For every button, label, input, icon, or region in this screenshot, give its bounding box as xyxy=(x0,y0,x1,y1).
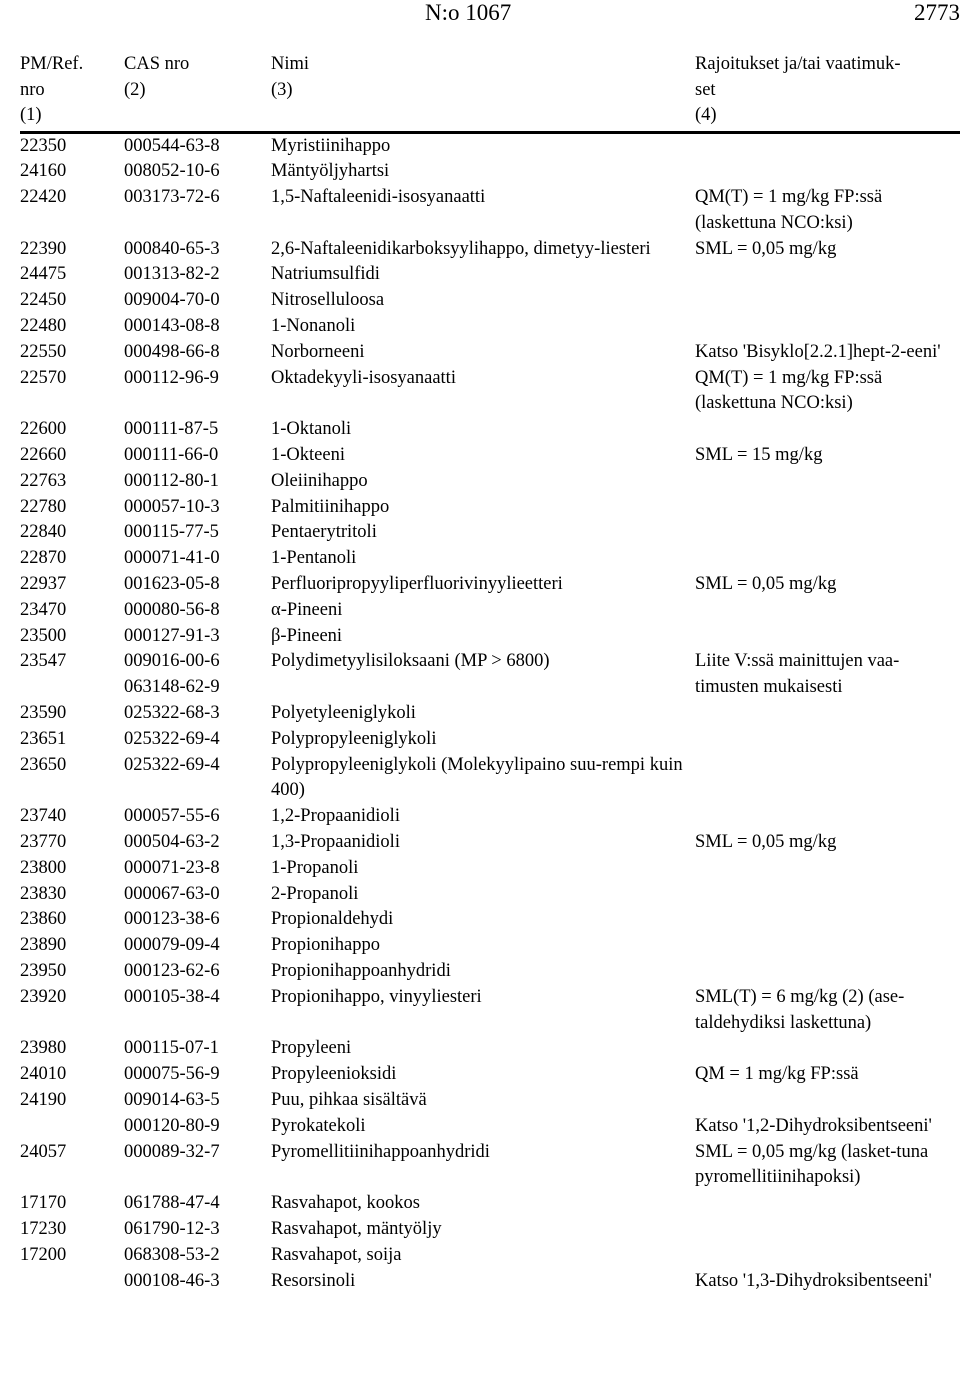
restriction-cell: Liite V:ssä mainittujen vaa-timusten mukaisesti xyxy=(695,651,900,698)
table-row xyxy=(20,753,960,805)
restriction-cell: SML = 15 mg/kg xyxy=(695,445,823,466)
table-row xyxy=(20,933,960,959)
pm-ref-cell: 17170 xyxy=(20,1193,67,1214)
cas-cell: 003173-72-6 xyxy=(124,187,220,208)
name-cell: 1-Pentanoli xyxy=(271,548,357,569)
name-cell: β-Pineeni xyxy=(271,625,343,646)
restriction-cell xyxy=(695,546,960,572)
cas-cell: 000071-41-0 xyxy=(124,548,220,569)
pm-ref-cell: 24475 xyxy=(20,264,67,285)
table-row xyxy=(20,1062,960,1088)
cas-cell: 061790-12-3 xyxy=(124,1218,220,1239)
pm-ref-cell: 23650 xyxy=(20,754,67,775)
cas-cell: 009014-63-5 xyxy=(124,1089,220,1110)
table-row xyxy=(20,237,960,263)
table-row xyxy=(20,495,960,521)
restriction-cell: SML(T) = 6 mg/kg (2) (ase-taldehydiksi laskettuna) xyxy=(695,986,905,1033)
name-cell: Polypropyleeniglykoli (Molekyylipaino suu-rempi kuin 400) xyxy=(271,754,683,801)
substance-table xyxy=(20,52,960,1294)
cas-cell: 000120-80-9 xyxy=(124,1115,220,1136)
pm-ref-cell: 23500 xyxy=(20,625,67,646)
cas-cell: 068308-53-2 xyxy=(124,1244,220,1265)
restriction-cell xyxy=(695,753,960,805)
name-cell: Pyromellitiinihappoanhydridi xyxy=(271,1141,490,1162)
pm-ref-cell: 23890 xyxy=(20,935,67,956)
pm-ref-cell: 23770 xyxy=(20,832,67,853)
cas-cell: 000504-63-2 xyxy=(124,832,220,853)
table-row xyxy=(20,1191,960,1217)
pm-ref-cell: 23470 xyxy=(20,599,67,620)
pm-ref-cell: 22570 xyxy=(20,367,67,388)
restriction-cell xyxy=(695,907,960,933)
cas-cell: 025322-69-4 xyxy=(124,728,220,749)
table-row xyxy=(20,520,960,546)
table-row xyxy=(20,159,960,185)
restriction-cell xyxy=(695,1243,960,1269)
table-row xyxy=(20,1243,960,1269)
name-cell: 1,5-Naftaleenidi-isosyanaatti xyxy=(271,187,486,208)
cas-cell: 025322-68-3 xyxy=(124,703,220,724)
restriction-cell xyxy=(695,159,960,185)
column-header-cas: CAS nro (2) xyxy=(124,52,271,132)
name-cell: Propyleeni xyxy=(271,1038,352,1059)
pm-ref-cell: 22480 xyxy=(20,316,67,337)
table-header-row xyxy=(20,52,960,132)
pm-ref-cell: 24190 xyxy=(20,1089,67,1110)
table-row xyxy=(20,701,960,727)
cas-cell: 000123-38-6 xyxy=(124,909,220,930)
table-row xyxy=(20,1114,960,1140)
table-row xyxy=(20,649,960,701)
restriction-cell xyxy=(695,520,960,546)
table-row xyxy=(20,830,960,856)
table-row xyxy=(20,1217,960,1243)
cas-cell: 000544-63-8 xyxy=(124,135,220,156)
restriction-cell: SML = 0,05 mg/kg xyxy=(695,238,837,259)
table-row xyxy=(20,1088,960,1114)
table-row xyxy=(20,572,960,598)
pm-ref-cell: 24057 xyxy=(20,1141,67,1162)
table-row xyxy=(20,1036,960,1062)
pm-ref-cell: 22350 xyxy=(20,135,67,156)
pm-ref-cell: 23860 xyxy=(20,909,67,930)
restriction-cell: SML = 0,05 mg/kg xyxy=(695,832,837,853)
pm-ref-cell: 23950 xyxy=(20,961,67,981)
name-cell: 2-Propanoli xyxy=(271,883,359,904)
pm-ref-cell xyxy=(20,1269,124,1295)
table-row xyxy=(20,856,960,882)
pm-ref-cell xyxy=(20,1114,124,1140)
pm-ref-cell: 23651 xyxy=(20,728,67,749)
cas-cell: 000105-38-4 xyxy=(124,986,220,1007)
restriction-cell xyxy=(695,624,960,650)
name-cell: Myristiinihappo xyxy=(271,135,391,156)
pm-ref-cell: 22780 xyxy=(20,496,67,517)
name-cell: 1,3-Propaanidioli xyxy=(271,832,400,853)
restriction-cell xyxy=(695,856,960,882)
restriction-cell xyxy=(695,804,960,830)
name-cell: Oktadekyyli-isosyanaatti xyxy=(271,367,456,388)
column-header-pm-ref: PM/Ref. nro (1) xyxy=(20,52,124,132)
cas-cell: 061788-47-4 xyxy=(124,1193,220,1214)
table-row xyxy=(20,546,960,572)
restriction-cell xyxy=(695,1088,960,1114)
pm-ref-cell: 23547 xyxy=(20,651,67,672)
table-row xyxy=(20,417,960,443)
restriction-cell xyxy=(695,132,960,159)
restriction-cell: QM(T) = 1 mg/kg FP:ssä (laskettuna NCO:ksi) xyxy=(695,367,883,414)
restriction-cell xyxy=(695,469,960,495)
pm-ref-cell: 23800 xyxy=(20,857,67,878)
table-row xyxy=(20,132,960,159)
cas-cell: 000057-10-3 xyxy=(124,496,220,517)
pm-ref-cell: 17230 xyxy=(20,1218,67,1239)
cas-cell: 000498-66-8 xyxy=(124,341,220,362)
name-cell: Rasvahapot, kookos xyxy=(271,1193,421,1214)
pm-ref-cell: 23590 xyxy=(20,703,67,724)
name-cell: Natriumsulfidi xyxy=(271,264,380,285)
cas-cell: 000112-80-1 xyxy=(124,470,219,491)
pm-ref-cell: 23830 xyxy=(20,883,67,904)
table-row xyxy=(20,288,960,314)
cas-cell: 001313-82-2 xyxy=(124,264,220,285)
pm-ref-cell: 23920 xyxy=(20,986,67,1007)
cas-cell: 000075-56-9 xyxy=(124,1064,220,1085)
restriction-cell xyxy=(695,598,960,624)
name-cell: Palmitiinihappo xyxy=(271,496,390,517)
name-cell: Perfluoripropyyliperfluorivinyylieetteri xyxy=(271,574,563,595)
pm-ref-cell: 22390 xyxy=(20,238,67,259)
restriction-cell xyxy=(695,882,960,908)
restriction-cell xyxy=(695,314,960,340)
pm-ref-cell: 23980 xyxy=(20,1038,67,1059)
pm-ref-cell: 17200 xyxy=(20,1244,67,1265)
cas-cell: 008052-10-6 xyxy=(124,161,220,182)
name-cell: α-Pineeni xyxy=(271,599,343,620)
cas-cell: 000115-77-5 xyxy=(124,522,219,543)
page-header xyxy=(0,0,960,30)
name-cell: Propionihappo, vinyyliesteri xyxy=(271,986,482,1007)
name-cell: Propionihappoanhydridi xyxy=(271,961,451,981)
cas-cell: 009016-00-6 063148-62-9 xyxy=(124,651,220,698)
table-row xyxy=(20,366,960,418)
pm-ref-cell: 22840 xyxy=(20,522,67,543)
cas-cell: 000079-09-4 xyxy=(124,935,220,956)
pm-ref-cell: 24160 xyxy=(20,161,67,182)
name-cell: 1-Propanoli xyxy=(271,857,359,878)
restriction-cell xyxy=(695,495,960,521)
restriction-cell xyxy=(695,288,960,314)
table-row xyxy=(20,985,960,1037)
table-row xyxy=(20,262,960,288)
cas-cell: 000071-23-8 xyxy=(124,857,220,878)
restriction-cell xyxy=(695,1217,960,1243)
pm-ref-cell: 24010 xyxy=(20,1064,67,1085)
cas-cell: 000111-66-0 xyxy=(124,445,219,466)
name-cell: Propyleenioksidi xyxy=(271,1064,397,1085)
restriction-cell: Katso 'Bisyklo[2.2.1]hept-2-eeni' xyxy=(695,341,941,362)
name-cell: Rasvahapot, mäntyöljy xyxy=(271,1218,442,1239)
pm-ref-cell: 22870 xyxy=(20,548,67,569)
cas-cell: 001623-05-8 xyxy=(124,574,220,595)
cas-cell: 025322-69-4 xyxy=(124,754,220,775)
cas-cell: 000840-65-3 xyxy=(124,238,220,259)
table-row xyxy=(20,1140,960,1192)
name-cell: Resorsinoli xyxy=(271,1270,356,1291)
table-row xyxy=(20,882,960,908)
restriction-cell: SML = 0,05 mg/kg xyxy=(695,574,837,595)
restriction-cell xyxy=(695,417,960,443)
name-cell: Polydimetyylisiloksaani (MP > 6800) xyxy=(271,651,550,672)
restriction-cell: Katso '1,3-Dihydroksibentseeni' xyxy=(695,1270,932,1291)
restriction-cell xyxy=(695,959,960,985)
name-cell: Polypropyleeniglykoli xyxy=(271,728,437,749)
name-cell: 2,6-Naftaleenidikarboksyylihappo, dimetyy-liesteri xyxy=(271,238,651,259)
table-row xyxy=(20,624,960,650)
pm-ref-cell: 22937 xyxy=(20,574,67,595)
name-cell: Norborneeni xyxy=(271,341,365,362)
pm-ref-cell: 22763 xyxy=(20,470,67,491)
name-cell: Puu, pihkaa sisältävä xyxy=(271,1089,427,1110)
name-cell: Pyrokatekoli xyxy=(271,1115,366,1136)
name-cell: Nitroselluloosa xyxy=(271,290,385,311)
table-body xyxy=(20,132,960,1294)
table-row xyxy=(20,314,960,340)
name-cell: 1,2-Propaanidioli xyxy=(271,806,400,827)
restriction-cell xyxy=(695,262,960,288)
cas-cell: 009004-70-0 xyxy=(124,290,220,311)
name-cell: Polyetyleeniglykoli xyxy=(271,703,416,724)
pm-ref-cell: 22420 xyxy=(20,187,67,208)
pm-ref-cell: 23740 xyxy=(20,806,67,827)
column-header-name: Nimi (3) xyxy=(271,52,695,132)
name-cell: Rasvahapot, soija xyxy=(271,1244,402,1265)
restriction-cell xyxy=(695,701,960,727)
name-cell: Mäntyöljyhartsi xyxy=(271,161,390,182)
document-number: N:o 1067 xyxy=(425,0,512,25)
cas-cell: 000057-55-6 xyxy=(124,806,220,827)
column-header-restrictions: Rajoitukset ja/tai vaatimuk- set (4) xyxy=(695,52,960,132)
cas-cell: 000127-91-3 xyxy=(124,625,220,646)
table-row xyxy=(20,804,960,830)
cas-cell: 000080-56-8 xyxy=(124,599,220,620)
name-cell: 1-Nonanoli xyxy=(271,316,356,337)
cas-cell: 000115-07-1 xyxy=(124,1038,219,1059)
table-row xyxy=(20,469,960,495)
restriction-cell: Katso '1,2-Dihydroksibentseeni' xyxy=(695,1115,932,1136)
restriction-cell xyxy=(695,1036,960,1062)
name-cell: Propionaldehydi xyxy=(271,909,394,930)
restriction-cell: QM(T) = 1 mg/kg FP:ssä (laskettuna NCO:ksi) xyxy=(695,187,883,233)
table-row xyxy=(20,907,960,933)
restriction-cell xyxy=(695,727,960,753)
name-cell: Propionihappo xyxy=(271,935,380,956)
pm-ref-cell: 22550 xyxy=(20,341,67,362)
table-row xyxy=(20,598,960,624)
cas-cell: 000067-63-0 xyxy=(124,883,220,904)
table-row xyxy=(20,1269,960,1295)
page-number: 2773 xyxy=(914,0,960,25)
name-cell: Oleiinihappo xyxy=(271,470,368,491)
table-row xyxy=(20,443,960,469)
pm-ref-cell: 22660 xyxy=(20,445,67,466)
cas-cell: 000112-96-9 xyxy=(124,367,219,388)
name-cell: Pentaerytritoli xyxy=(271,522,377,543)
pm-ref-cell: 22600 xyxy=(20,419,67,440)
pm-ref-cell: 22450 xyxy=(20,290,67,311)
cas-cell: 000111-87-5 xyxy=(124,419,219,440)
cas-cell: 000143-08-8 xyxy=(124,316,220,337)
cas-cell: 000123-62-6 xyxy=(124,961,220,981)
restriction-cell: SML = 0,05 mg/kg (lasket-tuna pyromellitiinihapoksi) xyxy=(695,1141,929,1188)
table-row xyxy=(20,959,960,985)
restriction-cell xyxy=(695,933,960,959)
cas-cell: 000108-46-3 xyxy=(124,1270,220,1291)
restriction-cell: QM = 1 mg/kg FP:ssä xyxy=(695,1064,859,1085)
name-cell: 1-Oktanoli xyxy=(271,419,352,440)
table-row xyxy=(20,185,960,237)
table-row xyxy=(20,727,960,753)
cas-cell: 000089-32-7 xyxy=(124,1141,220,1162)
restriction-cell xyxy=(695,1191,960,1217)
table-row xyxy=(20,340,960,366)
name-cell: 1-Okteeni xyxy=(271,445,345,466)
